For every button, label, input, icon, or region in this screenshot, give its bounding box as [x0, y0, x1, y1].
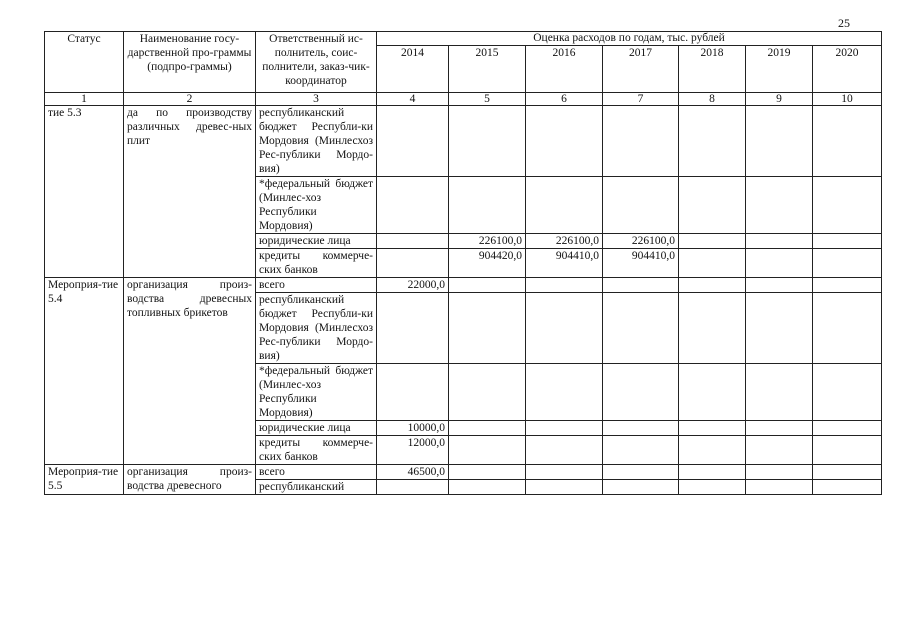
- value-cell: [746, 465, 813, 480]
- funding-source-cell: всего: [256, 278, 377, 293]
- value-cell: [679, 249, 746, 278]
- status-cell: Мероприя-тие 5.5: [45, 465, 124, 495]
- value-cell: 904420,0: [449, 249, 526, 278]
- header-year-2014: 2014: [377, 46, 449, 93]
- header-row: [45, 32, 882, 46]
- value-cell: [603, 293, 679, 364]
- header-year-2017: 2017: [603, 46, 679, 93]
- program-name-cell: организация произ-водства древесных топливных брикетов: [124, 278, 256, 465]
- funding-source-cell: юридические лица: [256, 234, 377, 249]
- value-cell: [679, 177, 746, 234]
- header-year-2015: 2015: [449, 46, 526, 93]
- value-cell: [526, 364, 603, 421]
- header-estimate: Оценка расходов по годам, тыс. рублей: [377, 32, 882, 46]
- value-cell: [449, 480, 526, 495]
- value-cell: [603, 480, 679, 495]
- value-cell: [377, 249, 449, 278]
- value-cell: [679, 234, 746, 249]
- value-cell: [746, 421, 813, 436]
- value-cell: [449, 436, 526, 465]
- value-cell: [526, 177, 603, 234]
- header-program: Наименование госу-дарственной про-граммы (подпро-граммы): [124, 32, 256, 93]
- value-cell: [526, 293, 603, 364]
- header-year-2019: 2019: [746, 46, 813, 93]
- value-cell: [603, 421, 679, 436]
- value-cell: [526, 106, 603, 177]
- value-cell: [813, 480, 882, 495]
- value-cell: [746, 234, 813, 249]
- column-number: 10: [813, 93, 882, 106]
- table-row: [45, 278, 882, 293]
- header-year-2016: 2016: [526, 46, 603, 93]
- value-cell: [813, 293, 882, 364]
- value-cell: [449, 278, 526, 293]
- value-cell: [813, 106, 882, 177]
- value-cell: [449, 364, 526, 421]
- value-cell: [746, 177, 813, 234]
- value-cell: [813, 177, 882, 234]
- program-name-cell: да по производству различных древес-ных плит: [124, 106, 256, 278]
- value-cell: [679, 293, 746, 364]
- value-cell: [746, 106, 813, 177]
- column-number: 1: [45, 93, 124, 106]
- funding-source-cell: республиканский бюджет Республи-ки Мордовия (Минлесхоз Рес-публики Мордо-вия): [256, 106, 377, 177]
- page-number: 25: [838, 16, 850, 30]
- value-cell: [813, 436, 882, 465]
- value-cell: [449, 421, 526, 436]
- column-number: 7: [603, 93, 679, 106]
- column-numbers-row: [45, 93, 882, 106]
- funding-source-cell: республиканский бюджет Республи-ки Мордовия (Минлесхоз Рес-публики Мордо-вия): [256, 293, 377, 364]
- program-name-cell: организация произ-водства древесного: [124, 465, 256, 495]
- column-number: 9: [746, 93, 813, 106]
- value-cell: [526, 421, 603, 436]
- value-cell: 226100,0: [603, 234, 679, 249]
- column-number: 6: [526, 93, 603, 106]
- value-cell: [679, 278, 746, 293]
- value-cell: 12000,0: [377, 436, 449, 465]
- value-cell: [746, 480, 813, 495]
- value-cell: [603, 177, 679, 234]
- value-cell: [449, 177, 526, 234]
- value-cell: [526, 436, 603, 465]
- value-cell: [813, 465, 882, 480]
- value-cell: [603, 278, 679, 293]
- value-cell: [746, 278, 813, 293]
- column-number: 5: [449, 93, 526, 106]
- value-cell: [679, 436, 746, 465]
- value-cell: [679, 364, 746, 421]
- value-cell: [526, 480, 603, 495]
- table-row: [45, 465, 882, 480]
- column-number: 8: [679, 93, 746, 106]
- value-cell: [449, 465, 526, 480]
- column-number: 3: [256, 93, 377, 106]
- value-cell: 226100,0: [449, 234, 526, 249]
- value-cell: 904410,0: [526, 249, 603, 278]
- value-cell: [813, 249, 882, 278]
- status-cell: Мероприя-тие 5.4: [45, 278, 124, 465]
- table-row: [45, 106, 882, 177]
- header-status: Статус: [45, 32, 124, 93]
- value-cell: 22000,0: [377, 278, 449, 293]
- header-year-2020: 2020: [813, 46, 882, 93]
- column-number: 4: [377, 93, 449, 106]
- funding-source-cell: *федеральный бюджет (Минлес-хоз Республики Мордовия): [256, 177, 377, 234]
- value-cell: 904410,0: [603, 249, 679, 278]
- value-cell: [679, 421, 746, 436]
- value-cell: [449, 293, 526, 364]
- value-cell: [746, 249, 813, 278]
- status-cell: тие 5.3: [45, 106, 124, 278]
- value-cell: [813, 364, 882, 421]
- value-cell: [746, 436, 813, 465]
- value-cell: [813, 278, 882, 293]
- value-cell: [679, 465, 746, 480]
- funding-source-cell: всего: [256, 465, 377, 480]
- header-executor: Ответственный ис-полнитель, соис-полнители, заказ-чик-координатор: [256, 32, 377, 93]
- funding-source-cell: кредиты коммерче-ских банков: [256, 249, 377, 278]
- value-cell: [603, 106, 679, 177]
- funding-source-cell: *федеральный бюджет (Минлес-хоз Республики Мордовия): [256, 364, 377, 421]
- value-cell: [813, 234, 882, 249]
- value-cell: [813, 421, 882, 436]
- value-cell: [377, 106, 449, 177]
- value-cell: [603, 465, 679, 480]
- value-cell: [679, 480, 746, 495]
- value-cell: [603, 364, 679, 421]
- value-cell: [449, 106, 526, 177]
- value-cell: 46500,0: [377, 465, 449, 480]
- value-cell: 10000,0: [377, 421, 449, 436]
- value-cell: [603, 436, 679, 465]
- value-cell: [377, 364, 449, 421]
- header-year-2018: 2018: [679, 46, 746, 93]
- value-cell: [377, 234, 449, 249]
- value-cell: [746, 293, 813, 364]
- value-cell: [377, 177, 449, 234]
- value-cell: [526, 465, 603, 480]
- column-number: 2: [124, 93, 256, 106]
- value-cell: [377, 293, 449, 364]
- funding-source-cell: юридические лица: [256, 421, 377, 436]
- value-cell: [679, 106, 746, 177]
- value-cell: [377, 480, 449, 495]
- value-cell: [526, 278, 603, 293]
- expense-table: [44, 31, 882, 495]
- funding-source-cell: кредиты коммерче-ских банков: [256, 436, 377, 465]
- value-cell: [746, 364, 813, 421]
- funding-source-cell: республиканский: [256, 480, 377, 495]
- value-cell: 226100,0: [526, 234, 603, 249]
